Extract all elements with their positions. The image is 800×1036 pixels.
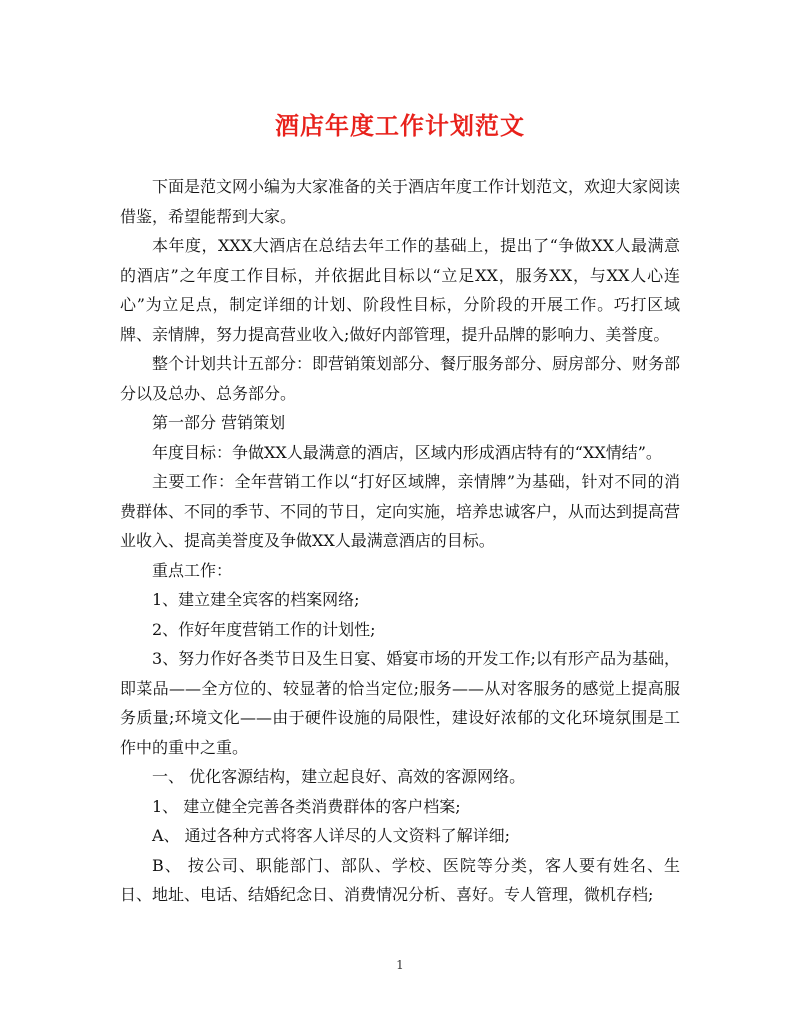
sub-item-1: 1、 建立健全完善各类消费群体的客户档案; [152,796,461,816]
list-item-1: 1、建立建全宾客的档案网络; [152,590,360,609]
section-heading-marketing: 第一部分 营销策划 [152,413,286,432]
document-title: 酒店年度工作计划范文 [275,111,525,140]
sub-item-a: A、 通过各种方式将客人详尽的人文资料了解详细; [152,826,511,845]
paragraph-plan-parts: 整个计划共计五部分：即营销策划部分、餐厅服务部分、厨房部分、财务部分以及总办、总务部分。 [120,354,681,403]
sub-item-b: B、 按公司、职能部门、部队、学校、医院等分类，客人要有姓名、生日、地址、电话、结婚纪念日、消费情况分析、喜好。专人管理，微机存档; [120,855,680,904]
paragraph-annual-goal: 本年度，XXX大酒店在总结去年工作的基础上，提出了“争做XX人最满意的酒店”之年度工作目标，并依据此目标以“立足XX，服务XX，与XX人心连心”为立足点，制定详细的计划、阶段性目标，分阶段的开展工作。巧打区域牌、亲情牌，努力提高营业收入;做好内部管理，提升品牌的影响力、美誉度。 [120,236,680,344]
section-heading-customer: 一、 优化客源结构，建立起良好、高效的客源网络。 [152,767,526,786]
page-number: 1 [396,958,404,972]
list-item-3: 3、努力作好各类节日及生日宴、婚宴市场的开发工作;以有形产品为基础，即菜品——全方位的、较显著的恰当定位;服务——从对客服务的感觉上提高服务质量;环境文化——由于硬件设施的局限性，建设好浓郁的文化环境氛围是工作中的重中之重。 [120,649,680,757]
paragraph-year-target: 年度目标：争做XX人最满意的酒店，区域内形成酒店特有的“XX情结”。 [152,442,662,462]
paragraph-main-work: 主要工作：全年营销工作以“打好区域牌，亲情牌”为基础，针对不同的消费群体、不同的季节、不同的节日，定向实施，培养忠诚客户，从而达到提高营业收入、提高美誉度及争做XX人最满意酒店的目标。 [120,472,681,550]
list-item-2: 2、作好年度营销工作的计划性; [152,619,376,639]
document-body [120,172,680,910]
paragraph-key-work-heading: 重点工作： [152,560,233,580]
paragraph-intro: 下面是范文网小编为大家准备的关于酒店年度工作计划范文，欢迎大家阅读借鉴，希望能帮到大家。 [120,177,681,226]
